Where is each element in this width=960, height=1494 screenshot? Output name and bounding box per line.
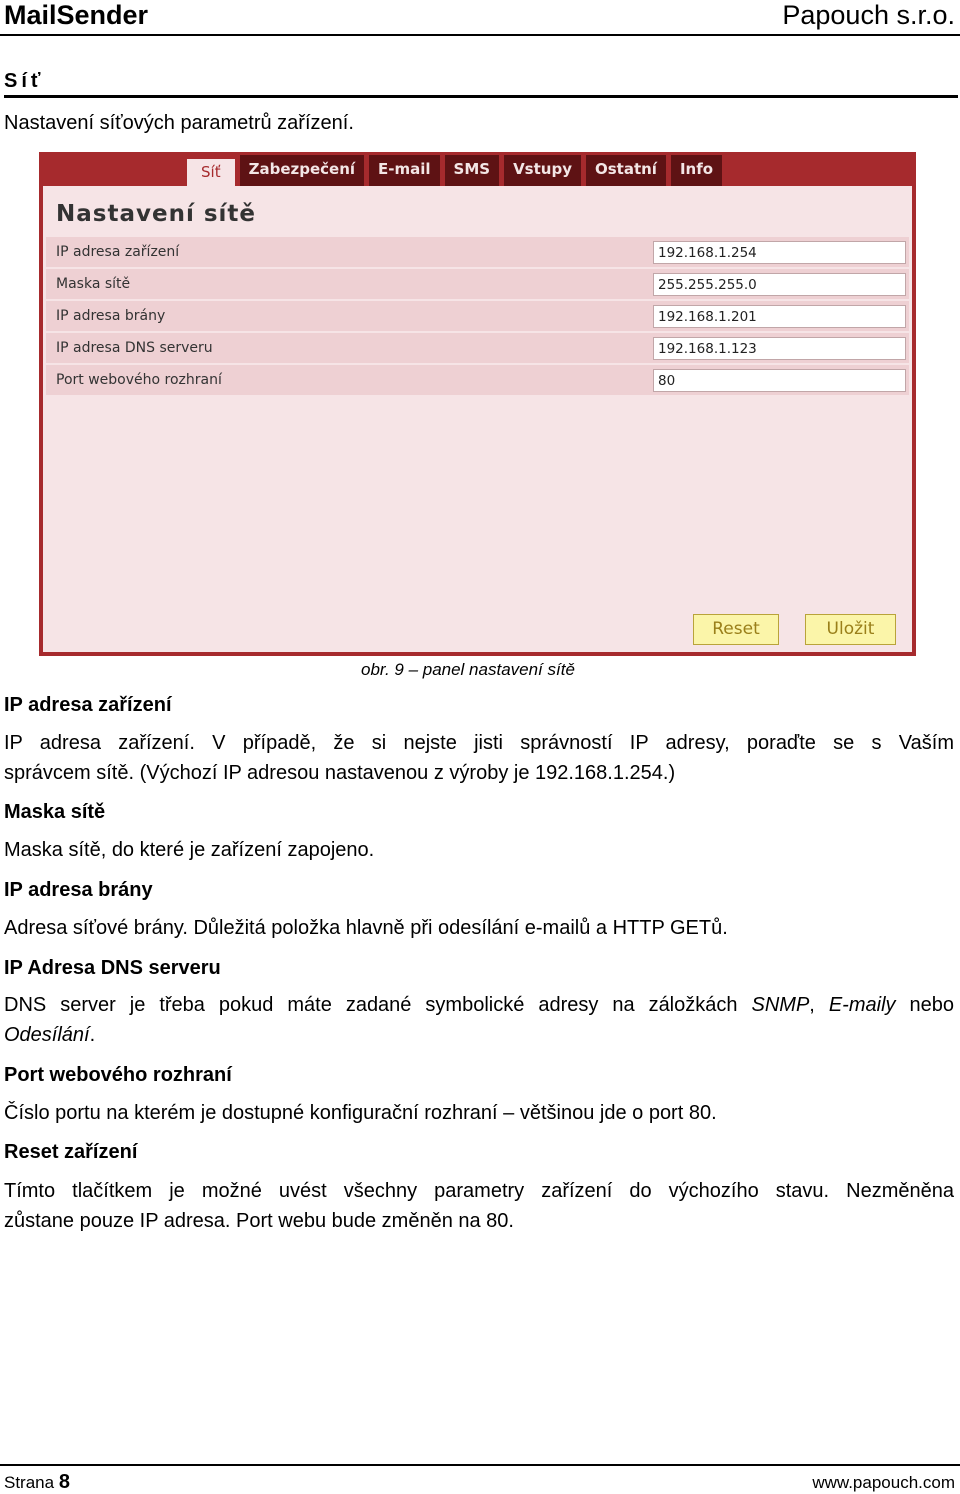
ip-address-label: IP adresa zařízení [46,237,648,267]
paragraph-gateway: Adresa síťové brány. Důležitá položka hlavně při odesílání e-mailů a HTTP GETů. [4,917,728,939]
paragraph-ip-address [4,728,954,788]
tab-vstupy[interactable]: Vstupy [504,155,581,186]
tab-email[interactable]: E-mail [369,155,440,186]
section-title: Síť [4,70,958,98]
paragraph-line [4,1024,95,1046]
form-row-ip-address [46,237,909,269]
heading-gateway: IP adresa brány [4,879,153,901]
tab-info[interactable]: Info [671,155,722,186]
heading-web-port: Port webového rozhraní [4,1064,232,1086]
paragraph-web-port: Číslo portu na kterém je dostupné konfigurační rozhraní – většinou jde o port 80. [4,1102,717,1124]
page-label: Strana [4,1473,59,1492]
emaily-term: E-maily [828,994,896,1016]
web-port-label: Port webového rozhraní [46,365,648,395]
paragraph-netmask: Maska sítě, do které je zařízení zapojeno. [4,839,375,861]
tab-zabezpeceni[interactable]: Zabezpečení [240,155,364,186]
paragraph-reset [4,1176,954,1236]
heading-netmask: Maska sítě [4,801,106,823]
save-button[interactable]: Uložit [805,614,896,645]
tab-sit[interactable]: Síť [187,159,235,186]
section-intro: Nastavení síťových parametrů zařízení. [4,112,354,134]
netmask-field[interactable] [653,273,906,296]
gateway-label: IP adresa brány [46,301,648,331]
period: . [89,1024,96,1046]
panel-title: Nastavení sítě [56,201,256,227]
heading-reset: Reset zařízení [4,1141,138,1163]
form-row-web-port [46,365,909,397]
dns-text-end: nebo [895,994,954,1016]
paragraph-line: správcem sítě. (Výchozí IP adresou nastavenou z výroby je 192.168.1.254.) [4,762,676,784]
panel-content [43,186,912,652]
gateway-field[interactable] [653,305,906,328]
paragraph-line: zůstane pouze IP adresa. Port webu bude změněn na 80. [4,1210,514,1232]
page-number-value: 8 [58,1471,70,1493]
header-company-name: Papouch s.r.o. [782,0,955,30]
heading-dns: IP Adresa DNS serveru [4,957,221,979]
form-row-gateway [46,301,909,333]
footer-url[interactable]: www.papouch.com [812,1473,955,1492]
page-header [0,0,960,36]
ip-address-field[interactable] [653,241,906,264]
header-product-name: MailSender [4,0,149,30]
web-port-field[interactable] [653,369,906,392]
dns-text: DNS server je třeba pokud máte zadané symbolické adresy na záložkách [4,994,752,1016]
dns-field[interactable] [653,337,906,360]
tab-ostatni[interactable]: Ostatní [586,155,666,186]
netmask-label: Maska sítě [46,269,648,299]
figure-caption: obr. 9 – panel nastavení sítě [361,660,575,679]
odesilani-term: Odesílání [4,1024,90,1046]
tab-bar [187,155,727,186]
form-row-netmask [46,269,909,301]
snmp-term: SNMP [751,994,810,1016]
paragraph-line: IP adresa zařízení. V případě, že si nejste jisti správností IP adresy, poraďte se s Vaším [4,732,954,754]
network-settings-screenshot [39,152,916,656]
separator: , [809,994,829,1016]
dns-label: IP adresa DNS serveru [46,333,648,363]
page-number [4,1471,70,1494]
settings-form [46,237,909,397]
form-row-dns [46,333,909,365]
reset-button[interactable]: Reset [693,614,779,645]
paragraph-dns [4,990,954,1050]
paragraph-line: Tímto tlačítkem je možné uvést všechny parametry zařízení do výchozího stavu. Nezměněna [4,1180,954,1202]
page-footer [0,1464,960,1494]
paragraph-line [4,990,954,1020]
tab-sms[interactable]: SMS [445,155,500,186]
heading-ip-address: IP adresa zařízení [4,694,172,716]
